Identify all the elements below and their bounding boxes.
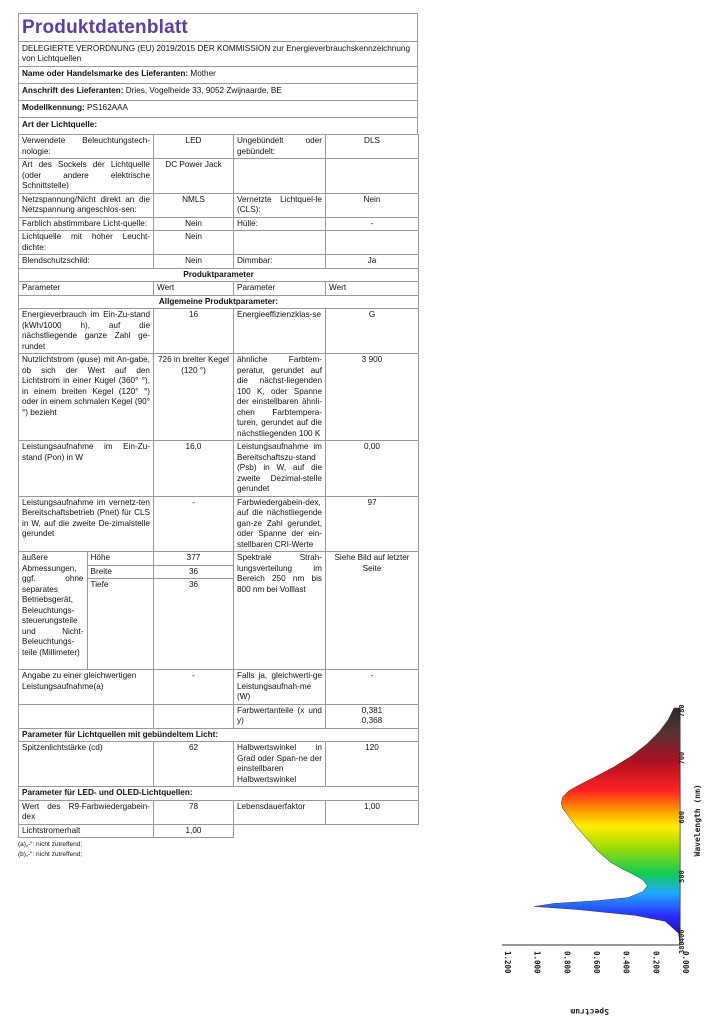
param-label: Angabe zu einer gleichwertigen Leistungsaufnahme(a)	[19, 670, 154, 705]
model-row	[18, 100, 418, 117]
chromaticity-x: 0,381	[361, 705, 383, 715]
data-table	[18, 134, 419, 838]
param-value: 120	[326, 742, 419, 787]
table-row	[19, 255, 419, 269]
param-label: Energieeffizienzklas-se	[234, 309, 326, 354]
empty-cell	[326, 231, 419, 255]
param-label: Netzspannung/Nicht direkt an die Netzspannung angeschlos-sen:	[19, 193, 154, 217]
table-row	[19, 824, 419, 838]
x-tick-labels	[503, 951, 690, 974]
address-value: Dries, Vogelheide 33, 9052 Zwijnaarde, BE	[125, 86, 282, 96]
param-value: DLS	[326, 135, 419, 159]
section-header-row	[19, 728, 419, 742]
param-value: -	[326, 670, 419, 705]
param-label: Art des Sockels der Lichtquelle (oder andere elektrische Schnittstelle)	[19, 159, 154, 194]
x-tick-label: 0.000	[681, 951, 690, 974]
x-tick-label: 0.800	[562, 951, 572, 974]
address-label: Anschrift des Lieferanten:	[22, 86, 124, 96]
param-label: Spektrale Strah-lungsverteilung im Bereich 250 nm bis 800 nm bei Volllast	[234, 552, 326, 670]
y-tick-label: 500	[678, 870, 686, 883]
param-label: Farblich abstimmbare Licht-quelle:	[19, 217, 154, 231]
param-label: Verwendete Beleuchtungstech-nologie:	[19, 135, 154, 159]
x-axis-label: Spectrum	[570, 1007, 609, 1016]
param-value: Nein	[154, 217, 234, 231]
param-value: Nein	[154, 255, 234, 269]
directional-params-header: Parameter für Lichtquellen mit gebündeltem Licht:	[19, 728, 419, 742]
product-data-sheet	[18, 13, 418, 860]
param-value: -	[154, 496, 234, 552]
empty-cell	[326, 824, 419, 838]
param-value: 78	[154, 800, 234, 824]
page-title: Produktdatenblatt	[22, 17, 188, 38]
param-value: Nein	[326, 193, 419, 217]
param-value: G	[326, 309, 419, 354]
x-tick-label: 0.200	[651, 951, 661, 974]
empty-cell	[154, 704, 234, 728]
table-row	[19, 552, 419, 670]
empty-cell	[234, 159, 326, 194]
param-value: 97	[326, 496, 419, 552]
title-box	[18, 13, 418, 41]
chromaticity-y: 0,368	[361, 716, 383, 726]
empty-cell	[19, 704, 154, 728]
param-label: Energieverbrauch im Ein-Zu-stand (kWh/1000 h), auf die nächstliegende ganze Zahl ge-rundet	[19, 309, 154, 354]
param-label: Lichtquelle mit hoher Leucht-dichte:	[19, 231, 154, 255]
dimensions-label: äußere Abmessungen, ggf. ohne separates Betriebsgerät, Beleuchtungs-steuerungsteile und Nicht-Beleuchtungs-teile (Millimeter)	[19, 552, 87, 669]
footnote: (b)„-“: nicht zutreffend;	[18, 851, 83, 858]
param-label: Falls ja, gleichwerti-ge Leistungsaufnah-me (W)	[234, 670, 326, 705]
param-label: Leistungsaufnahme im Ein-Zu-stand (Pon) in W	[19, 441, 154, 497]
y-axis-label: Wavelength (nm)	[693, 784, 702, 857]
param-label: Vernetzte Lichtquel-le (CLS):	[234, 193, 326, 217]
param-value: LED	[154, 135, 234, 159]
table-row	[19, 231, 419, 255]
column-header: Parameter	[234, 282, 326, 296]
height-value: 377	[154, 552, 233, 566]
table-row	[19, 800, 419, 824]
model-label: Modellkennung:	[22, 103, 85, 113]
column-header: Wert	[154, 282, 234, 296]
spectrum-chart	[480, 700, 710, 1020]
param-value: 1,00	[154, 824, 234, 838]
param-label: Farbwiedergabein-dex, auf die nächstliegende gan-ze Zahl gerundet, oder Spanne der ein-stellbaren CRI-Werte	[234, 496, 326, 552]
dimensions-subtable	[19, 552, 153, 669]
product-params-header: Produktparameter	[19, 268, 419, 282]
y-tick-label: 700	[678, 751, 686, 765]
supplier-name-row	[18, 66, 418, 83]
param-label: Hülle:	[234, 217, 326, 231]
height-label: Höhe	[87, 552, 153, 565]
param-label: Leistungsaufnahme im Bereitschaftszu-stand (Psb) in W, auf die zweite Dezimal-stelle gerundet	[234, 441, 326, 497]
table-row	[19, 354, 419, 441]
param-value: 1,00	[326, 800, 419, 824]
x-tick-label: 0.600	[592, 951, 601, 974]
param-value: -	[326, 217, 419, 231]
table-row	[19, 441, 419, 497]
y-tick-label: 600	[678, 810, 686, 824]
dimensions-values-cell	[154, 552, 234, 670]
x-tick-label: 1.200	[503, 951, 512, 974]
param-value: 3 900	[326, 354, 419, 441]
table-row	[19, 159, 419, 194]
regulation-text: DELEGIERTE VERORDNUNG (EU) 2019/2015 DER KOMMISSION zur Energieverbrauchskennzeichnung von Lichtquellen	[18, 41, 418, 67]
param-value: 62	[154, 742, 234, 787]
model-value: PS162AAA	[87, 103, 129, 113]
footnote: (a)„-“: nicht zutreffend;	[18, 841, 83, 849]
table-row	[19, 496, 419, 552]
column-header: Wert	[326, 282, 419, 296]
param-value: 726 in breiter Kegel (120 °)	[154, 354, 234, 441]
param-label: Nutzlichtstrom (φuse) mit An-gabe, ob sich der Wert auf den Lichtstrom in einer Kugel (360° °), in einem breiten Kegel (120° °) oder in einem schmalen Kegel (90° °) bezieht	[19, 354, 154, 441]
table-row	[19, 193, 419, 217]
param-value: 0,00	[326, 441, 419, 497]
param-value: DC Power Jack	[154, 159, 234, 194]
x-tick-label: 0.400	[621, 951, 631, 974]
param-value: Nein	[154, 231, 234, 255]
empty-cell	[234, 824, 326, 838]
general-params-header: Allgemeine Produktparameter:	[19, 295, 419, 309]
section-header-row	[19, 268, 419, 282]
width-value: 36	[154, 566, 233, 580]
spectrum-area	[535, 708, 680, 945]
chromaticity-values	[326, 704, 419, 728]
param-label: Spitzenlichtstärke (cd)	[19, 742, 154, 787]
column-header-row	[19, 282, 419, 296]
supplier-name-label: Name oder Handelsmarke des Lieferanten:	[22, 69, 189, 79]
table-row	[19, 704, 419, 728]
column-header: Parameter	[19, 282, 154, 296]
table-row	[19, 742, 419, 787]
y-tick-label: 380	[678, 941, 686, 954]
depth-value: 36	[188, 580, 199, 590]
depth-label: Tiefe	[90, 580, 109, 590]
param-label: Dimmbar:	[234, 255, 326, 269]
footnotes	[18, 840, 418, 860]
section-header-row	[19, 787, 419, 801]
y-tick-label: 400	[678, 929, 686, 943]
supplier-name-value: Mother	[190, 69, 216, 79]
table-row	[19, 135, 419, 159]
table-row	[19, 309, 419, 354]
param-value: Ja	[326, 255, 419, 269]
param-value: Siehe Bild auf letzter Seite	[326, 552, 419, 670]
table-row	[19, 217, 419, 231]
y-tick-label: 780	[678, 704, 686, 717]
param-label: Lebensdauerfaktor	[234, 800, 326, 824]
param-label: Wert des R9-Farbwiedergabein-dex	[19, 800, 154, 824]
param-label: Halbwertswinkel in Grad oder Span-ne der einstellbaren Halbwertswinkel	[234, 742, 326, 787]
supplier-address-row	[18, 83, 418, 100]
param-label: Ungebündelt oder gebündelt:	[234, 135, 326, 159]
param-label: Blendschutzschild:	[19, 255, 154, 269]
param-label: Farbwertanteile (x und y)	[234, 704, 326, 728]
param-value: NMLS	[154, 193, 234, 217]
led-params-header: Parameter für LED- und OLED-Lichtquellen:	[19, 787, 419, 801]
param-value: -	[154, 670, 234, 705]
empty-cell	[234, 231, 326, 255]
param-label: Leistungsaufnahme im vernetz-ten Bereitschaftsbetrieb (Pnet) für CLS in W, auf die zweite De-zimalstelle gerundet	[19, 496, 154, 552]
empty-cell	[326, 159, 419, 194]
param-value: 16,0	[154, 441, 234, 497]
param-label: Lichtstromerhalt	[19, 824, 154, 838]
x-tick-label: 1.000	[532, 951, 542, 974]
dimensions-cell	[19, 552, 154, 670]
width-label: Breite	[87, 565, 153, 579]
param-value: 16	[154, 309, 234, 354]
source-type-heading: Art der Lichtquelle:	[18, 117, 418, 134]
param-label: ähnliche Farbtem-peratur, gerundet auf die nächst-liegenden 100 K, oder Spanne der einstellbaren ähnli-chen Farbtempera-turen, gerundet auf die nächstliegenden 100 K	[234, 354, 326, 441]
table-row	[19, 670, 419, 705]
section-header-row	[19, 295, 419, 309]
